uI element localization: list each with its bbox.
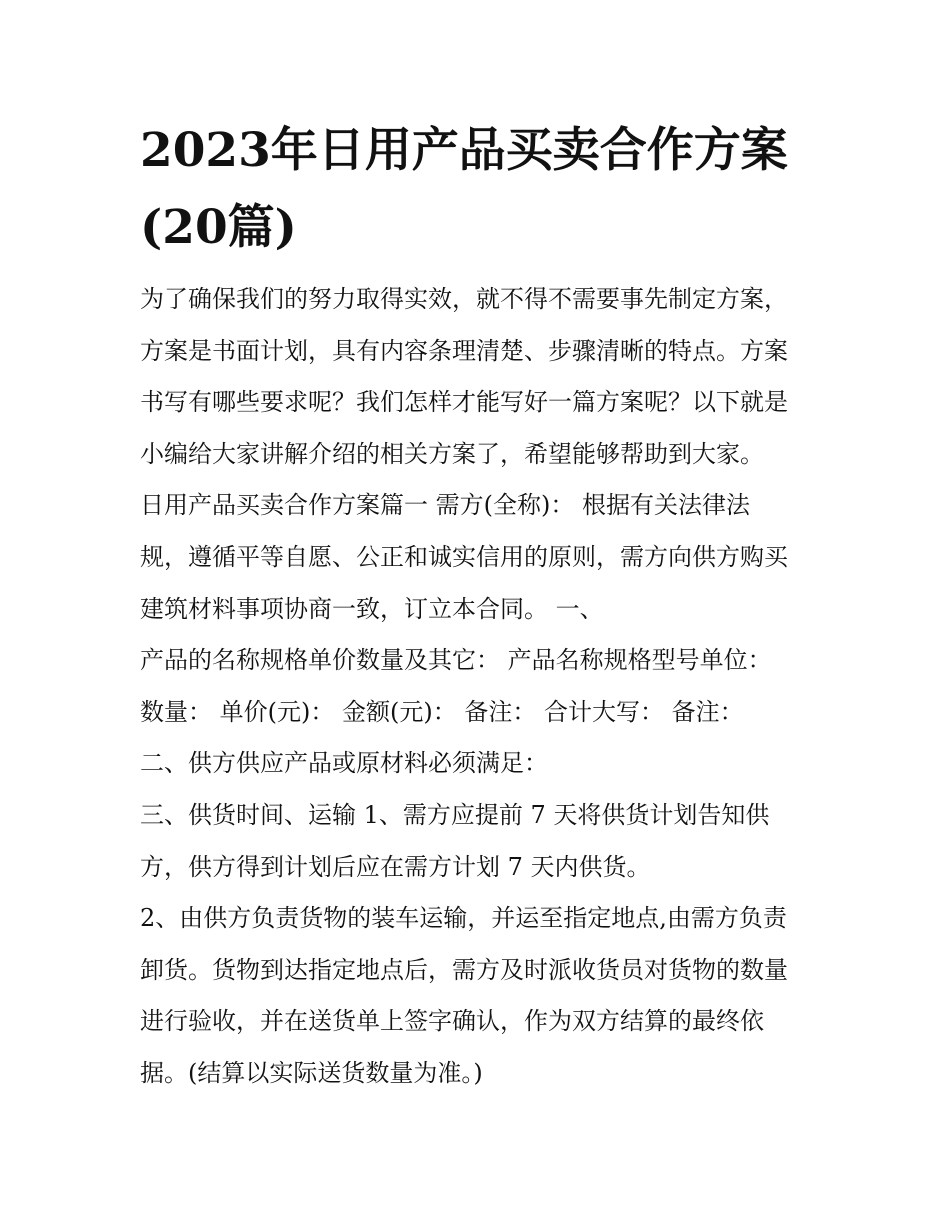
body-line-16: 据。(结算以实际送货数量为准。) <box>140 1058 483 1087</box>
body-line-14: 卸货。货物到达指定地点后，需方及时派收货员对货物的数量 <box>140 955 788 984</box>
body-line-4: 小编给大家讲解介绍的相关方案了，希望能够帮助到大家。 <box>140 439 764 468</box>
body-line-5: 日用产品买卖合作方案篇一 需方(全称)： 根据有关法律法 <box>140 491 750 520</box>
body-line-2: 方案是书面计划，具有内容条理清楚、步骤清晰的特点。方案 <box>140 336 788 365</box>
body-line-1: 为了确保我们的努力取得实效，就不得不需要事先制定方案， <box>140 285 788 313</box>
document-body <box>140 280 830 1106</box>
body-line-8: 产品的名称规格单价数量及其它： 产品名称规格型号单位： <box>140 646 772 675</box>
body-line-7: 建筑材料事项协商一致，订立本合同。 一、 <box>140 594 604 623</box>
document-title <box>140 112 820 266</box>
body-line-11: 三、供货时间、运输 1、需方应提前 7 天将供货计划告知供 <box>140 800 770 829</box>
body-line-3: 书写有哪些要求呢？我们怎样才能写好一篇方案呢？以下就是 <box>140 388 788 417</box>
title-line-2: (20篇) <box>140 200 297 255</box>
title-line-1: 2023年日用产品买卖合作方案 <box>140 123 788 178</box>
body-line-9: 数量： 单价(元)： 金额(元)： 备注： 合计大写： 备注： <box>140 697 744 726</box>
body-line-15: 进行验收，并在送货单上签字确认，作为双方结算的最终依 <box>140 1007 764 1036</box>
body-line-12: 方，供方得到计划后应在需方计划 7 天内供货。 <box>140 852 651 881</box>
body-line-10: 二、供方供应产品或原材料必须满足： <box>140 749 548 778</box>
body-line-6: 规，遵循平等自愿、公正和诚实信用的原则，需方向供方购买 <box>140 542 788 571</box>
body-line-13: 2、由供方负责货物的装车运输，并运至指定地点,由需方负责 <box>140 904 787 933</box>
